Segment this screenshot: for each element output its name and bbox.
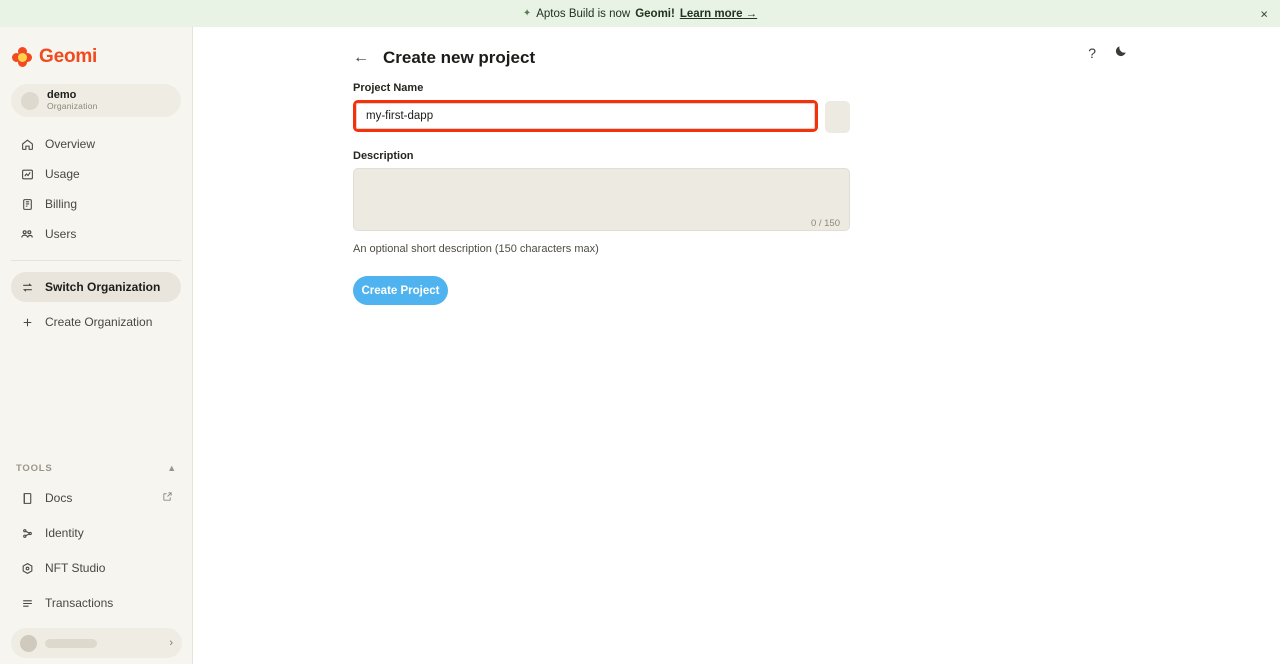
external-link-icon <box>162 491 173 505</box>
users-icon <box>20 227 34 241</box>
sidebar-item-identity[interactable] <box>11 518 182 548</box>
sidebar-item-label: Create Organization <box>45 315 153 329</box>
sidebar-item-label: Overview <box>45 137 96 151</box>
create-project-button[interactable]: Create Project <box>353 276 448 305</box>
chart-icon <box>20 167 34 181</box>
back-arrow-icon[interactable]: ← <box>353 49 369 66</box>
avatar <box>20 635 37 652</box>
sidebar-item-users[interactable] <box>11 219 181 249</box>
sidebar <box>0 27 193 664</box>
tools-header-label: TOOLS <box>16 462 53 474</box>
sidebar-item-transactions[interactable] <box>11 588 182 618</box>
transactions-icon <box>20 596 34 610</box>
chevron-up-icon[interactable]: ▲ <box>167 463 177 473</box>
project-name-row <box>353 100 850 133</box>
announcement-text: Aptos Build is now <box>536 7 631 20</box>
sidebar-item-nft-studio[interactable] <box>11 553 182 583</box>
help-icon[interactable]: ? <box>1088 44 1096 61</box>
sidebar-item-label: Transactions <box>45 596 114 610</box>
project-name-adornment <box>825 101 850 133</box>
account-widget[interactable] <box>11 628 182 658</box>
sidebar-item-docs[interactable] <box>11 483 182 513</box>
project-name-input-highlight <box>353 100 818 132</box>
geomi-logo-icon <box>12 47 32 67</box>
main-content <box>193 27 1280 664</box>
brand[interactable] <box>0 27 192 71</box>
announcement-learn-more-link[interactable]: Learn more → <box>679 7 758 20</box>
description-label: Description <box>353 150 414 162</box>
identity-icon <box>20 526 34 540</box>
sidebar-item-label: Billing <box>45 197 78 211</box>
sidebar-item-label: Identity <box>45 526 84 540</box>
description-textarea[interactable] <box>353 168 850 231</box>
account-name-placeholder <box>45 639 97 648</box>
project-name-label: Project Name <box>353 82 424 94</box>
sidebar-item-overview[interactable] <box>11 129 181 159</box>
home-icon <box>20 137 34 151</box>
description-hint: An optional short description (150 characters max) <box>353 243 599 255</box>
sidebar-item-label: Users <box>45 227 77 241</box>
nft-icon <box>20 561 34 575</box>
tools-header[interactable] <box>16 458 177 478</box>
sidebar-item-label: Usage <box>45 167 80 181</box>
tools-section <box>0 458 193 618</box>
org-subtitle: Organization <box>47 100 98 111</box>
character-counter: 0 / 150 <box>810 218 840 229</box>
sidebar-item-label: Docs <box>45 491 73 505</box>
sparkle-icon: ✦ <box>522 8 532 19</box>
card-icon <box>20 197 34 211</box>
create-project-form <box>353 82 850 305</box>
brand-name: Geomi <box>39 46 98 67</box>
org-name: demo <box>47 89 77 102</box>
sidebar-item-create-organization[interactable] <box>11 307 181 337</box>
project-name-input[interactable] <box>356 103 815 129</box>
sidebar-item-billing[interactable] <box>11 189 181 219</box>
org-text <box>47 89 98 111</box>
header-actions <box>1088 44 1128 61</box>
plus-icon <box>20 315 34 329</box>
sidebar-item-usage[interactable] <box>11 159 181 189</box>
description-wrapper <box>353 168 850 236</box>
org-avatar <box>21 92 39 110</box>
organization-selector[interactable] <box>11 84 181 117</box>
announcement-content <box>523 8 757 20</box>
switch-icon <box>20 280 34 294</box>
page-title: Create new project <box>383 48 536 67</box>
sidebar-nav <box>0 129 192 337</box>
chevron-right-icon[interactable]: › <box>169 637 173 649</box>
announcement-bar <box>0 0 1280 27</box>
sidebar-item-label: Switch Organization <box>45 280 161 294</box>
sidebar-divider <box>11 260 181 261</box>
close-icon[interactable]: × <box>1260 6 1268 21</box>
moon-icon[interactable] <box>1114 44 1128 61</box>
sidebar-item-switch-organization[interactable] <box>11 272 181 302</box>
sidebar-item-label: NFT Studio <box>45 561 106 575</box>
announcement-brand: Geomi! <box>635 7 675 20</box>
docs-icon <box>20 491 34 505</box>
